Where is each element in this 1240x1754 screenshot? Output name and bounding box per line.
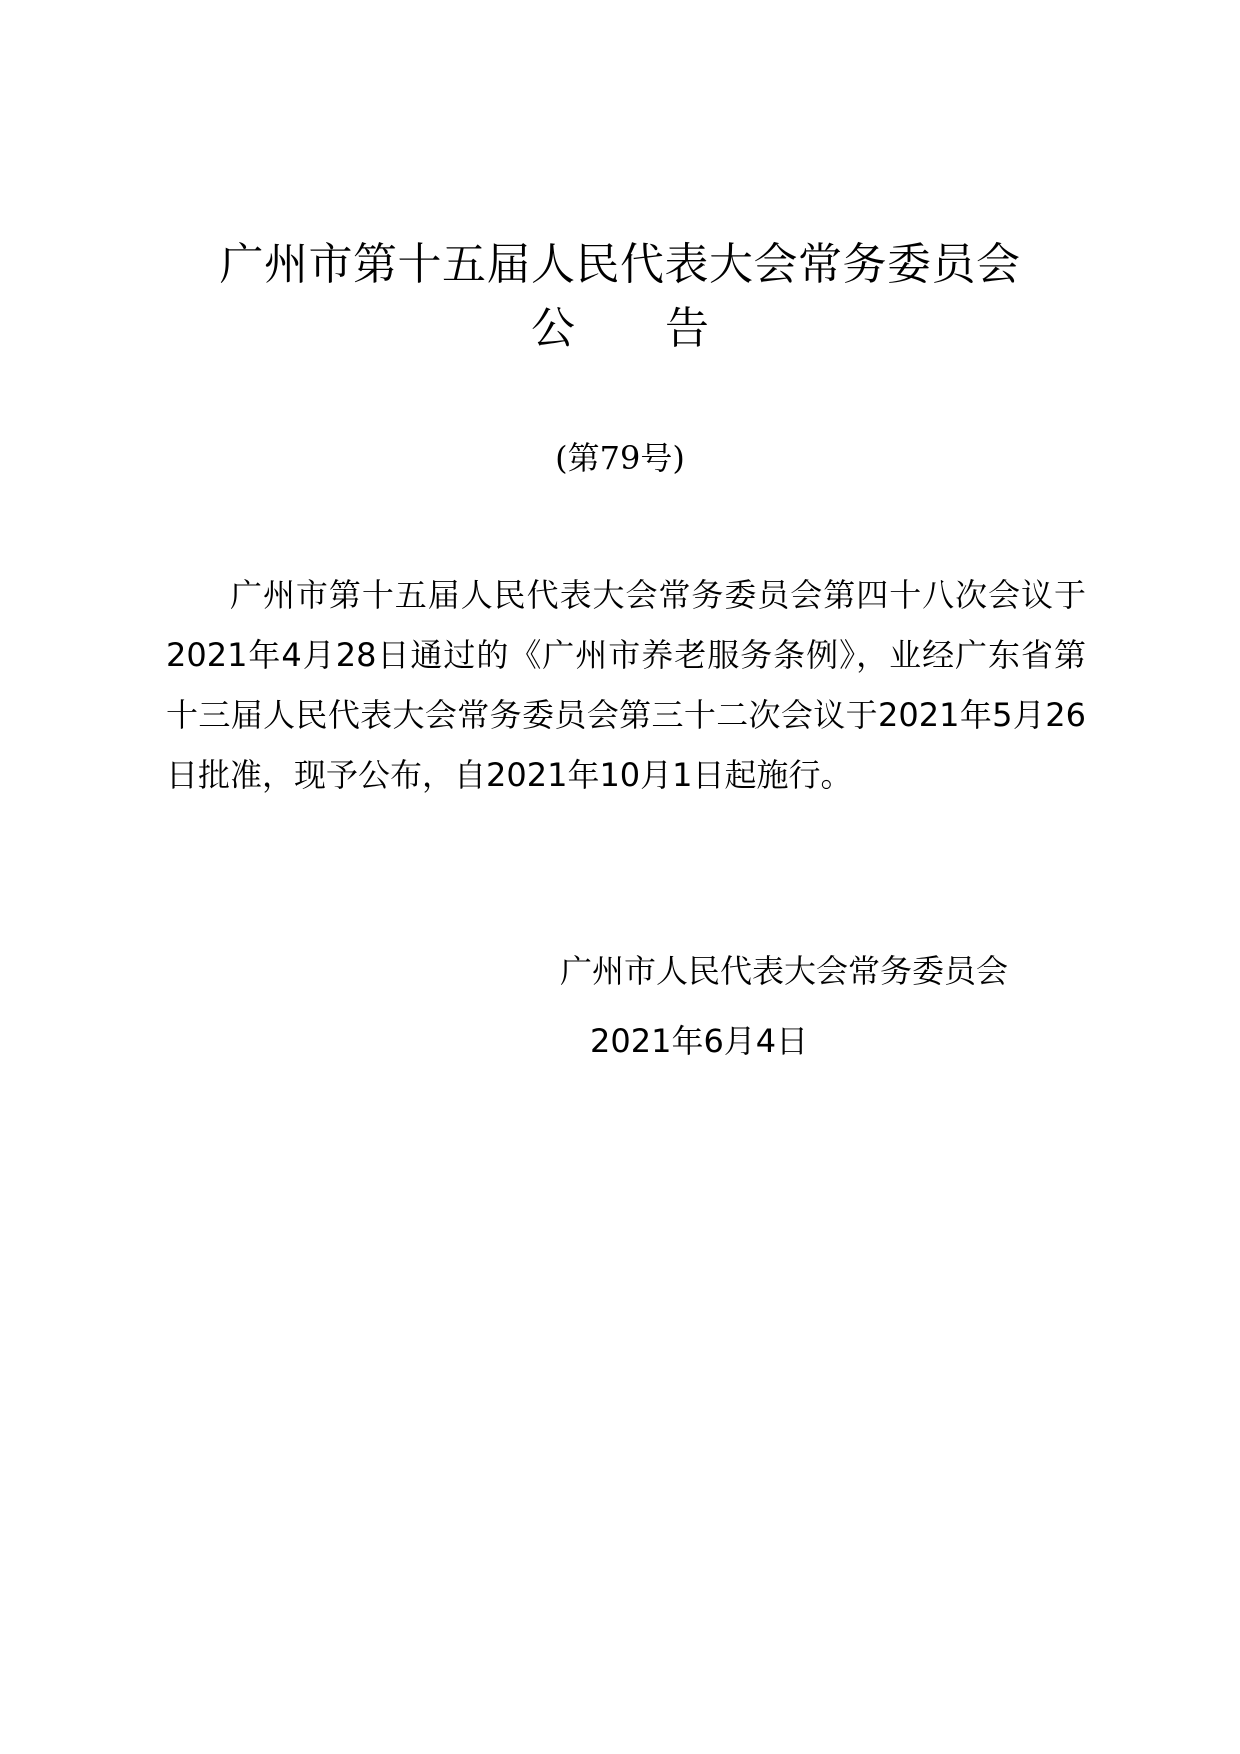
announcement-body: 广州市第十五届人民代表大会常务委员会第四十八次会议于2021年4月28日通过的《广州市养老服务条例》，业经广东省第十三届人民代表大会常务委员会第三十二次会议于2021年5月26日批准，现予公布，自2021年10月1日起施行。 xyxy=(166,576,1086,794)
document-number: (第79号) xyxy=(555,439,685,477)
document-title: 广州市第十五届人民代表大会常务委员会 xyxy=(219,239,1021,290)
document-subtitle: 公告 xyxy=(531,303,799,354)
issuer-signature: 广州市人民代表大会常务委员会 xyxy=(560,952,1009,990)
issue-date: 2021年6月4日 xyxy=(590,1022,809,1060)
